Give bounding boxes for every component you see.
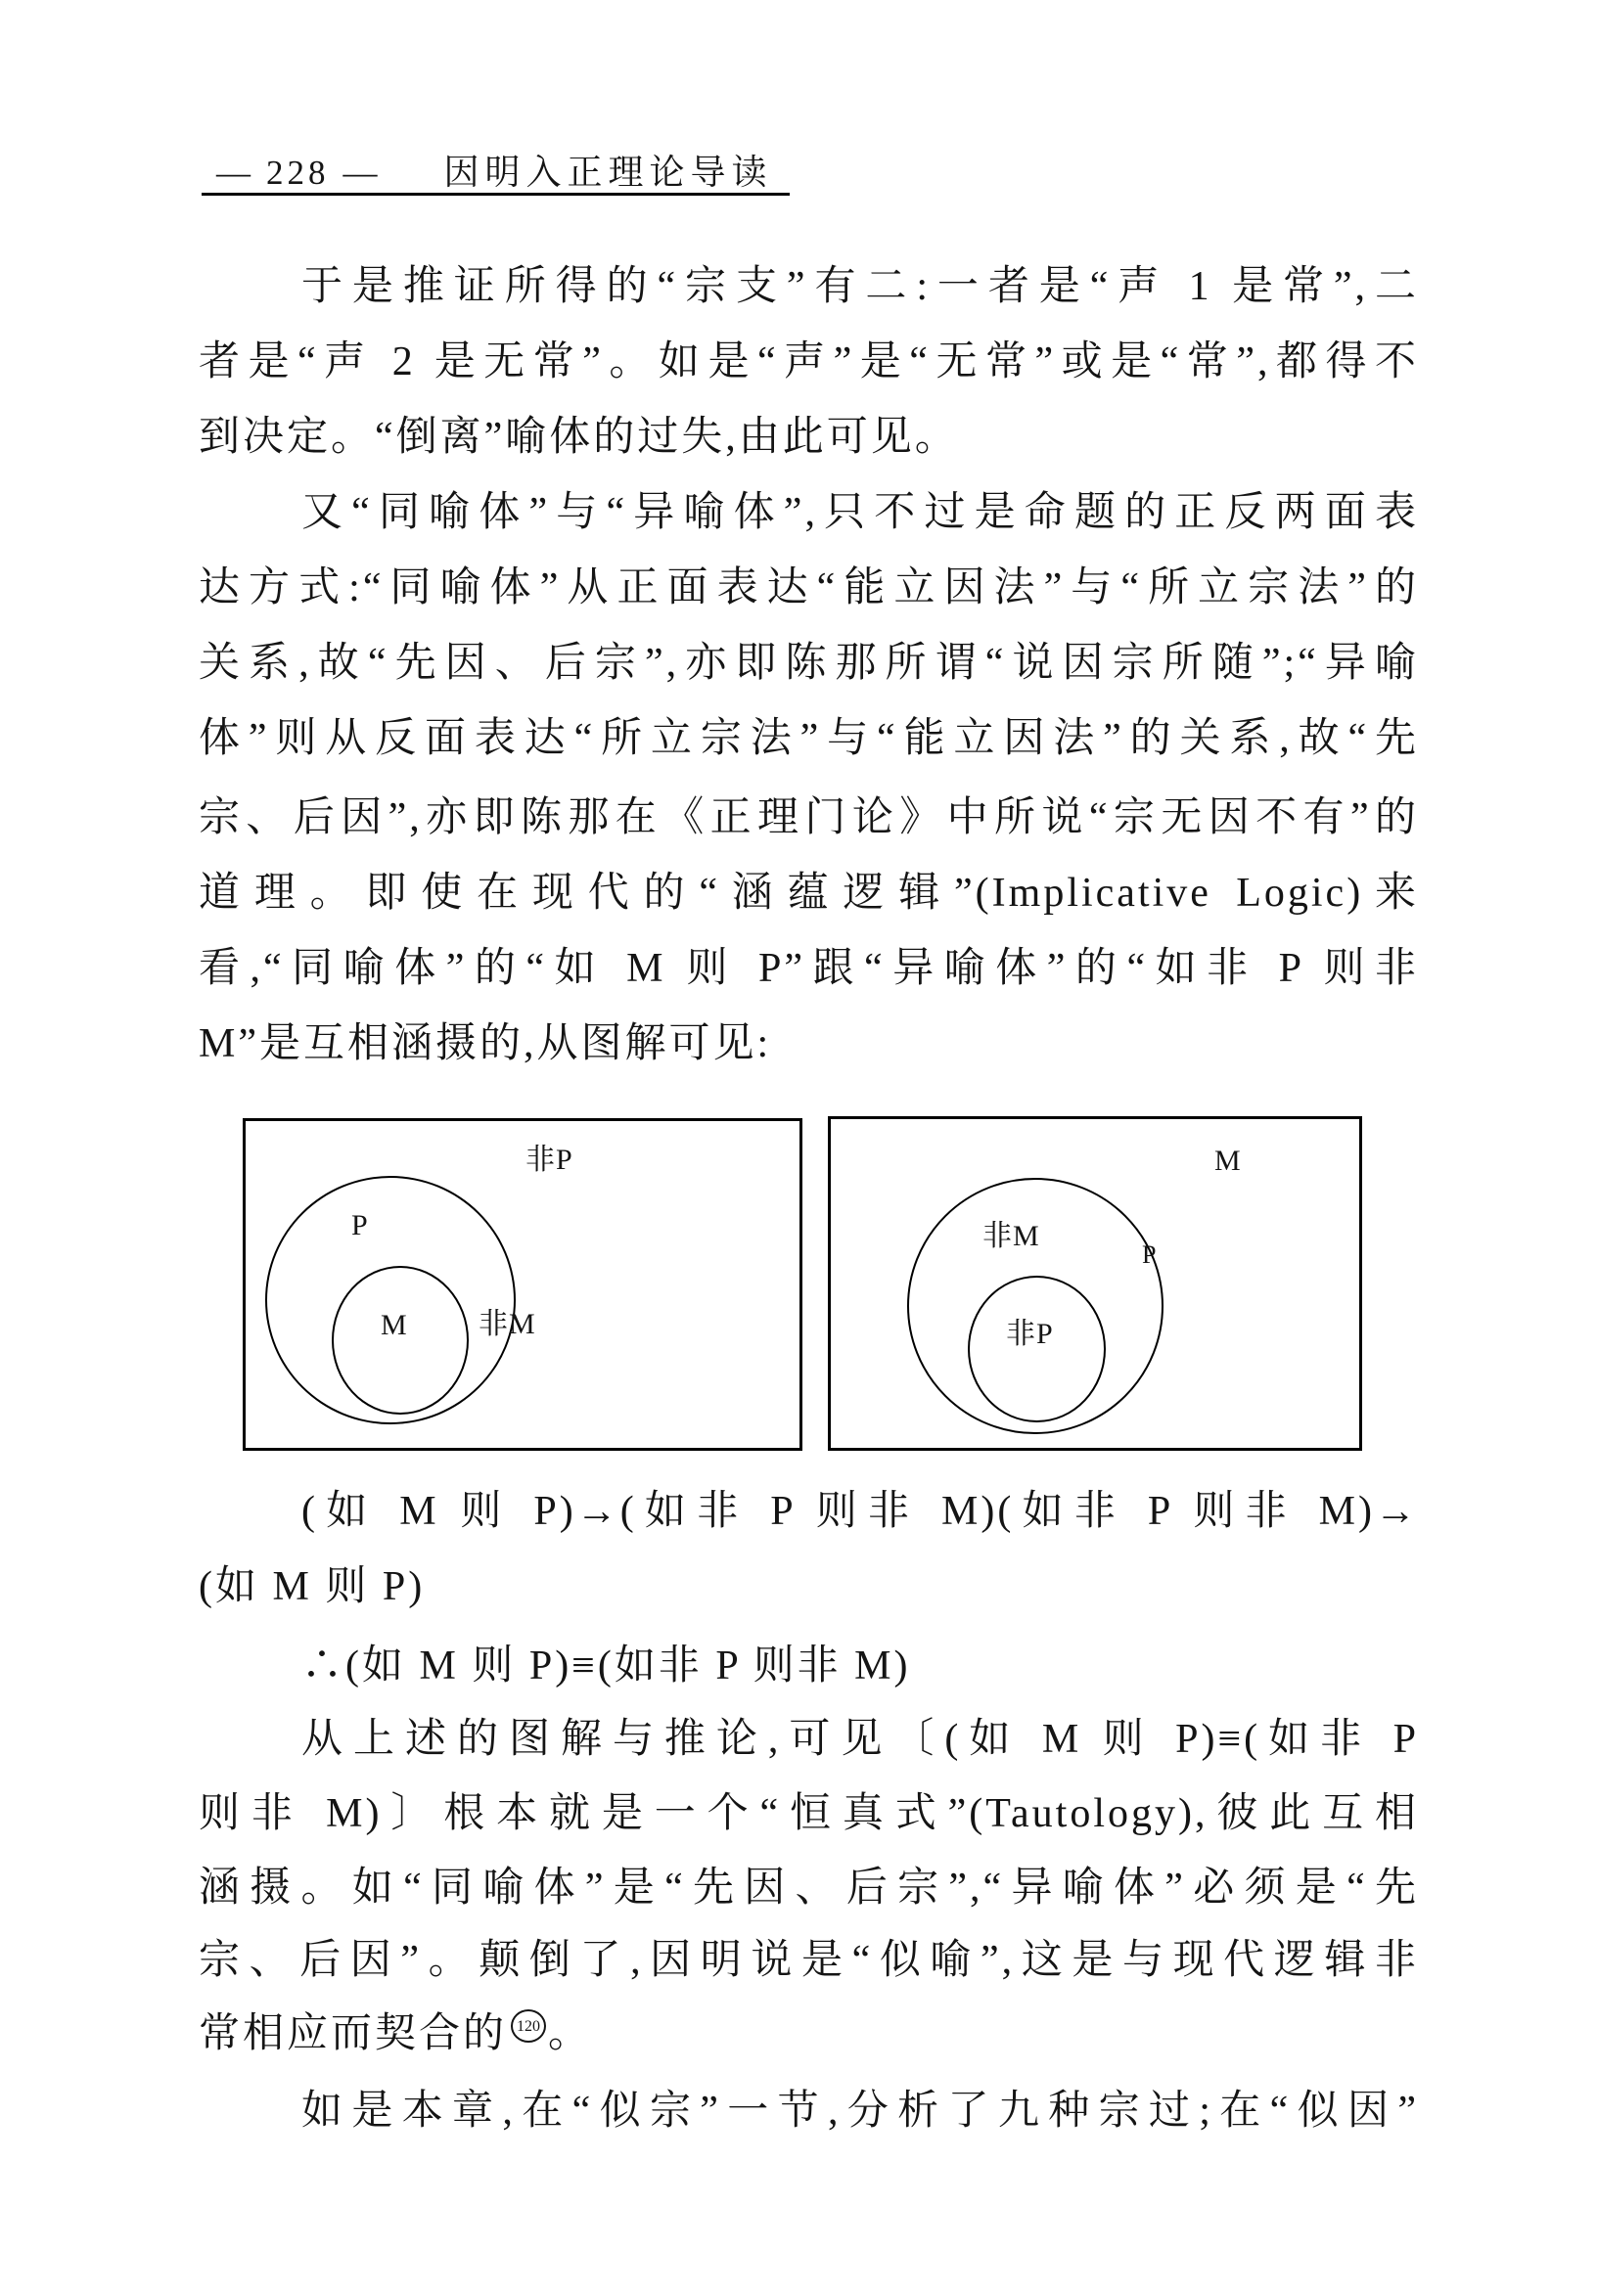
text-line: 关系,故“先因、后宗”,亦即陈那所谓“说因宗所随”;“异喻 xyxy=(199,641,1419,686)
formula-line: (如 M 则 P)→(如非 P 则非 M)(如非 P 则非 M)→ xyxy=(301,1489,1419,1534)
header-dash-right: — xyxy=(342,154,380,192)
text-line: 体”则从反面表达“所立宗法”与“能立因法”的关系,故“先 xyxy=(199,716,1419,761)
euler-diagram-right xyxy=(828,1116,1362,1451)
left-outside-label: 非P xyxy=(525,1144,573,1176)
header-dash-left: — xyxy=(216,154,252,192)
text-line: 从上述的图解与推论,可见〔(如 M 则 P)≡(如非 P xyxy=(301,1717,1419,1762)
right-outer-circle-label: 非M xyxy=(982,1220,1040,1252)
footnote-line-period: 。 xyxy=(548,2011,593,2056)
right-boundary-label: P xyxy=(1142,1240,1158,1269)
right-outside-label: M xyxy=(1214,1145,1242,1177)
text-line-with-footnote xyxy=(199,2006,1419,2067)
page-header xyxy=(203,145,773,192)
footnote-line-text: 常相应而契合的 xyxy=(199,2011,508,2056)
text-line: 涵摄。如“同喻体”是“先因、后宗”,“异喻体”必须是“先 xyxy=(199,1866,1419,1911)
text-line: 于是推证所得的“宗支”有二:一者是“声 1 是常”,二 xyxy=(301,264,1419,309)
text-line: 达方式:“同喻体”从正面表达“能立因法”与“所立宗法”的 xyxy=(199,565,1419,610)
text-line: 到决定。“倒离”喻体的过失,由此可见。 xyxy=(199,415,959,460)
text-line: 宗、后因”,亦即陈那在《正理门论》中所说“宗无因不有”的 xyxy=(199,795,1419,840)
text-line: 宗、后因”。颠倒了,因明说是“似喻”,这是与现代逻辑非 xyxy=(199,1938,1419,1983)
text-line: 又“同喻体”与“异喻体”,只不过是命题的正反两面表 xyxy=(301,490,1419,535)
text-line: 如是本章,在“似宗”一节,分析了九种宗过;在“似因” xyxy=(301,2089,1419,2134)
header-rule xyxy=(202,193,790,196)
text-line: 则非 M)〕根本就是一个“恒真式”(Tautology),彼此互相 xyxy=(199,1791,1419,1836)
book-title: 因明入正理论导读 xyxy=(443,153,773,192)
text-line: 道理。即使在现代的“涵蕴逻辑”(Implicative Logic)来 xyxy=(199,871,1419,916)
right-inner-circle-label: 非P xyxy=(1006,1318,1054,1350)
page-number: 228 xyxy=(266,154,330,192)
text-line: M”是互相涵摄的,从图解可见: xyxy=(199,1021,772,1066)
formula-line: ∴(如 M 则 P)≡(如非 P 则非 M) xyxy=(301,1643,911,1688)
left-boundary-label: 非M xyxy=(479,1308,536,1340)
footnote-marker: 120 xyxy=(511,2009,546,2043)
left-outer-circle-label: P xyxy=(351,1209,369,1241)
euler-diagram-left xyxy=(243,1118,802,1451)
formula-line: (如 M 则 P) xyxy=(199,1564,426,1609)
text-line: 看,“同喻体”的“如 M 则 P”跟“异喻体”的“如非 P 则非 xyxy=(199,946,1419,991)
left-inner-circle-label: M xyxy=(381,1309,408,1341)
text-line: 者是“声 2 是无常”。如是“声”是“无常”或是“常”,都得不 xyxy=(199,339,1419,384)
